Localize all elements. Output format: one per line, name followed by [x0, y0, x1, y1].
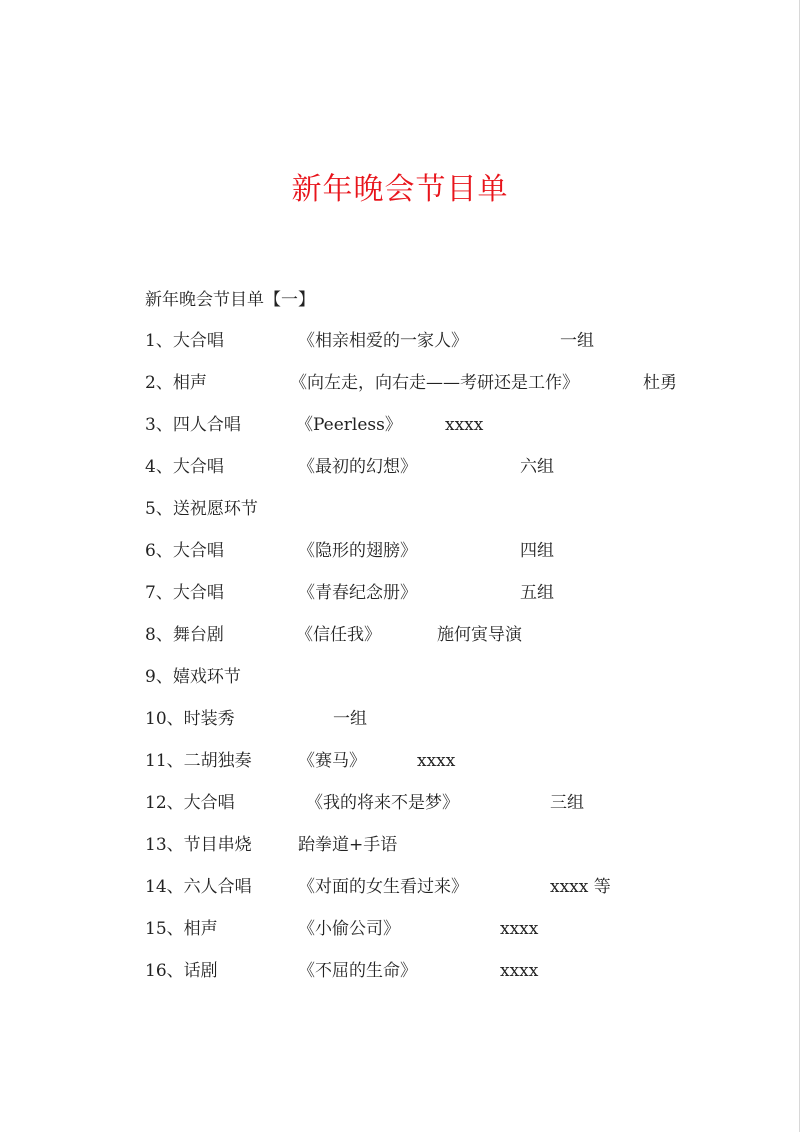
program-number-type: 11、二胡独奏: [145, 751, 252, 771]
program-row-11: [0, 747, 800, 775]
program-number-type: 5、送祝愿环节: [145, 499, 258, 519]
program-work: 《最初的幻想》: [298, 457, 417, 477]
program-performer: 杜勇: [643, 373, 677, 393]
program-number-type: 7、大合唱: [145, 583, 224, 603]
program-work: 《青春纪念册》: [298, 583, 417, 603]
program-work: 《对面的女生看过来》: [298, 877, 468, 897]
program-number-type: 14、六人合唱: [145, 877, 252, 897]
program-performer: 施何寅导演: [437, 625, 522, 645]
program-row-12: [0, 789, 800, 817]
program-performer: xxxx: [445, 415, 484, 435]
program-row-16: [0, 957, 800, 985]
program-row-9: [0, 663, 800, 691]
program-work: 《不屈的生命》: [298, 961, 417, 981]
program-number-type: 16、话剧: [145, 961, 218, 981]
program-work: 《Peerless》: [296, 415, 402, 435]
program-performer: xxxx: [500, 919, 539, 939]
program-number-type: 15、相声: [145, 919, 218, 939]
program-number-type: 12、大合唱: [145, 793, 235, 813]
program-number-type: 8、舞台剧: [145, 625, 224, 645]
program-row-14: [0, 873, 800, 901]
program-row-5: [0, 495, 800, 523]
program-work: 《信任我》: [296, 625, 381, 645]
program-work: 《相亲相爱的一家人》: [298, 331, 468, 351]
program-row-2: [0, 369, 800, 397]
program-performer: 六组: [520, 457, 554, 477]
program-number-type: 1、大合唱: [145, 331, 224, 351]
program-number-type: 9、嬉戏环节: [145, 667, 241, 687]
program-performer: 一组: [560, 331, 594, 351]
program-work: 《我的将来不是梦》: [306, 793, 459, 813]
program-row-13: [0, 831, 800, 859]
program-work: 《小偷公司》: [298, 919, 400, 939]
program-performer: xxxx: [417, 751, 456, 771]
program-number-type: 2、相声: [145, 373, 207, 393]
program-work: 跆拳道+手语: [298, 835, 398, 855]
program-number-type: 4、大合唱: [145, 457, 224, 477]
program-work: 《赛马》: [298, 751, 366, 771]
program-work: 《隐形的翅膀》: [298, 541, 417, 561]
program-row-7: [0, 579, 800, 607]
program-number-type: 10、时装秀: [145, 709, 235, 729]
program-performer: 四组: [520, 541, 554, 561]
program-number-type: 3、四人合唱: [145, 415, 241, 435]
program-performer: xxxx 等: [550, 877, 611, 897]
program-performer: 一组: [333, 709, 367, 729]
program-row-6: [0, 537, 800, 565]
program-row-15: [0, 915, 800, 943]
program-row-10: [0, 705, 800, 733]
program-number-type: 6、大合唱: [145, 541, 224, 561]
document-title: 新年晚会节目单: [291, 172, 509, 207]
section-heading: 新年晚会节目单【一】: [145, 290, 315, 310]
program-row-3: [0, 411, 800, 439]
program-number-type: 13、节目串烧: [145, 835, 252, 855]
program-performer: 三组: [550, 793, 584, 813]
program-row-8: [0, 621, 800, 649]
program-row-1: [0, 327, 800, 355]
program-performer: 五组: [520, 583, 554, 603]
program-work: 《向左走，向右走——考研还是工作》: [290, 373, 579, 393]
program-performer: xxxx: [500, 961, 539, 981]
program-row-4: [0, 453, 800, 481]
